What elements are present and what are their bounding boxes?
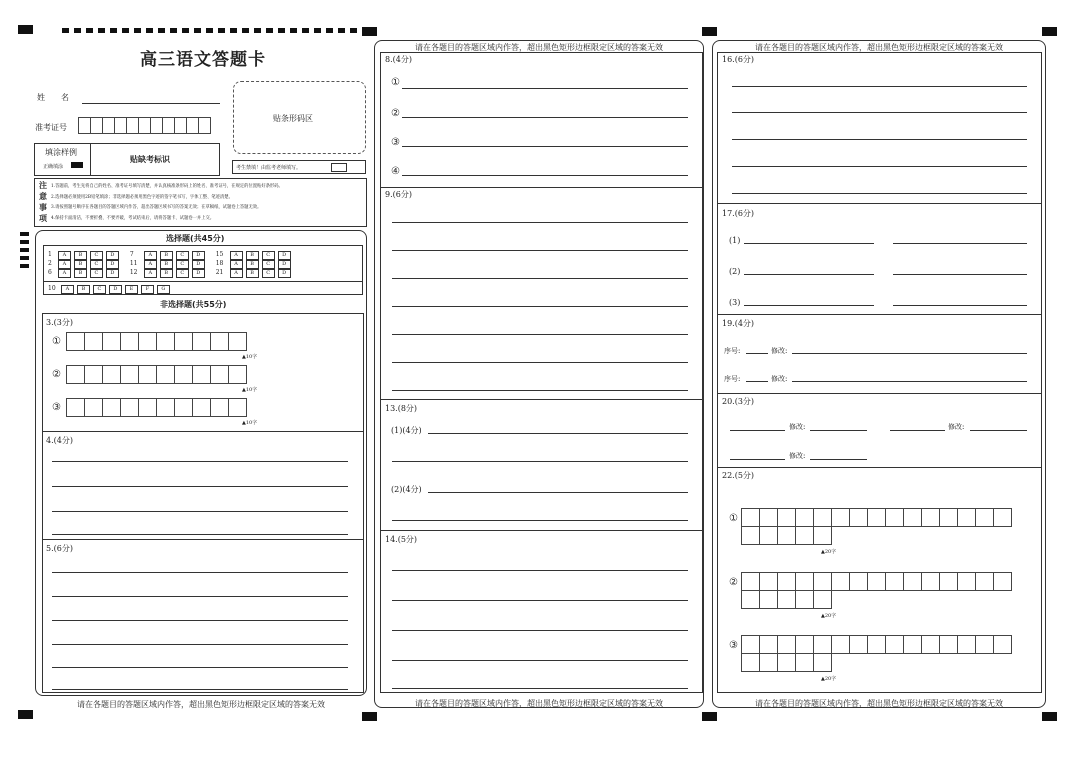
answer-line[interactable] bbox=[732, 139, 1027, 140]
answer-line[interactable] bbox=[744, 305, 874, 306]
q22-1-label: ① bbox=[729, 513, 738, 524]
answer-line[interactable] bbox=[52, 511, 348, 512]
footer-note: 请在各题目的答题区域内作答，超出黑色矩形边框限定区域的答案无效 bbox=[415, 699, 663, 708]
q8-4-label: ④ bbox=[391, 166, 400, 177]
registration-mark bbox=[362, 712, 377, 721]
q13-2-label: (2)(4分) bbox=[391, 485, 422, 494]
q17-box bbox=[717, 203, 1042, 315]
answer-line[interactable] bbox=[744, 243, 874, 244]
answer-line[interactable] bbox=[392, 222, 688, 223]
timing-mark bbox=[20, 248, 29, 252]
q16-box bbox=[717, 52, 1042, 204]
q17-label: 17.(6分) bbox=[722, 209, 755, 218]
q3-3-grid[interactable] bbox=[67, 398, 247, 417]
q22-2-grid[interactable] bbox=[742, 572, 1012, 591]
timing-mark bbox=[20, 232, 29, 236]
answer-line[interactable] bbox=[402, 117, 688, 118]
header-note: 请在各题目的答题区域内作答，超出黑色矩形边框限定区域的答案无效 bbox=[755, 43, 1003, 52]
answer-line[interactable] bbox=[402, 146, 688, 147]
fill-example-correct: 正确填涂 bbox=[43, 164, 64, 170]
answer-line[interactable] bbox=[392, 520, 688, 521]
answer-line[interactable] bbox=[744, 274, 874, 275]
q8-1-label: ① bbox=[391, 77, 400, 88]
choice-header: 选择题(共45分) bbox=[166, 234, 225, 243]
q22-2-grid-row2[interactable] bbox=[742, 590, 832, 609]
q8-label: 8.(4分) bbox=[385, 55, 412, 64]
q8-box bbox=[380, 52, 703, 188]
registration-mark bbox=[18, 25, 33, 34]
q3-2-grid[interactable] bbox=[67, 365, 247, 384]
choice-row[interactable]: 6 A B C D 12 A B C D 21 A B C D bbox=[48, 269, 294, 278]
q17-2-label: (2) bbox=[729, 267, 741, 276]
answer-line[interactable] bbox=[732, 193, 1027, 194]
q22-1-grid-row2[interactable] bbox=[742, 526, 832, 545]
registration-mark bbox=[702, 27, 717, 36]
q22-3-grid[interactable] bbox=[742, 635, 1012, 654]
notice-item: 1.答题前，考生先将自己的姓名、准考证号填写清楚，并认真核准条形码上的姓名、准考证号，在规定的位置贴好条形码。 bbox=[51, 184, 283, 189]
answer-line[interactable] bbox=[392, 390, 688, 391]
answer-line[interactable] bbox=[392, 278, 688, 279]
q22-3-grid-row2[interactable] bbox=[742, 653, 832, 672]
q3-2-label: ② bbox=[52, 369, 61, 380]
answer-line[interactable] bbox=[52, 486, 348, 487]
notice-item: 2.选择题必须使用2B铅笔填涂；非选择题必须用黑色字迹的签字笔书写，字体工整、笔迹清楚。 bbox=[51, 194, 233, 200]
modify-label: 修改: bbox=[771, 375, 788, 383]
fill-example-title: 填涂样例 bbox=[45, 148, 77, 157]
q22-2-label: ② bbox=[729, 577, 738, 588]
q13-1-label: (1)(4分) bbox=[391, 426, 422, 435]
name-label: 姓 名 bbox=[37, 93, 69, 102]
notice-item: 4.保持卡面清洁，不要折叠、不要弄破，考试结束后，请将答题卡、试题卷一并上交。 bbox=[51, 215, 215, 221]
q5-label: 5.(6分) bbox=[46, 544, 73, 553]
q22-1-grid[interactable] bbox=[742, 508, 1012, 527]
answer-line[interactable] bbox=[52, 667, 348, 668]
word-count: ▲20字 bbox=[821, 549, 837, 555]
answer-line[interactable] bbox=[52, 534, 348, 535]
registration-mark bbox=[362, 27, 377, 36]
modify-label: 修改: bbox=[789, 452, 806, 460]
exam-number-label: 准考证号 bbox=[35, 123, 67, 132]
answer-line[interactable] bbox=[732, 112, 1027, 113]
q22-3-label: ③ bbox=[729, 640, 738, 651]
answer-line[interactable] bbox=[392, 630, 688, 631]
q3-1-grid[interactable] bbox=[67, 332, 247, 351]
q9-box bbox=[380, 187, 703, 400]
q3-3-label: ③ bbox=[52, 402, 61, 413]
answer-line[interactable] bbox=[890, 430, 945, 431]
notice-items bbox=[51, 182, 363, 224]
answer-line[interactable] bbox=[392, 306, 688, 307]
answer-line[interactable] bbox=[52, 689, 348, 690]
page-title: 高三语文答题卡 bbox=[140, 50, 266, 70]
answer-line[interactable] bbox=[392, 250, 688, 251]
answer-line[interactable] bbox=[392, 688, 688, 689]
modify-field[interactable] bbox=[810, 430, 867, 431]
q3-1-label: ① bbox=[52, 336, 61, 347]
word-count: ▲10字 bbox=[242, 420, 258, 426]
answer-line[interactable] bbox=[52, 644, 348, 645]
answer-line[interactable] bbox=[893, 243, 1027, 244]
q4-label: 4.(4分) bbox=[46, 436, 73, 445]
q9-label: 9.(6分) bbox=[385, 190, 412, 199]
q8-2-label: ② bbox=[391, 108, 400, 119]
nonchoice-header: 非选择题(共55分) bbox=[160, 300, 227, 309]
registration-mark bbox=[1042, 712, 1057, 721]
absent-note: 考生禁填！由监考老师填写。 bbox=[236, 165, 302, 171]
modify-label: 修改: bbox=[771, 347, 788, 355]
registration-mark bbox=[1042, 27, 1057, 36]
modify-field[interactable] bbox=[810, 459, 867, 460]
q8-3-label: ③ bbox=[391, 137, 400, 148]
header-note: 请在各题目的答题区域内作答，超出黑色矩形边框限定区域的答案无效 bbox=[415, 43, 663, 52]
seq-field[interactable] bbox=[746, 381, 768, 382]
timing-strip bbox=[62, 28, 358, 33]
q20-label: 20.(3分) bbox=[722, 397, 755, 406]
modify-label: 修改: bbox=[789, 423, 806, 431]
answer-line[interactable] bbox=[730, 430, 785, 431]
answer-line[interactable] bbox=[52, 461, 348, 462]
name-field[interactable] bbox=[82, 103, 220, 104]
q19-label: 19.(4分) bbox=[722, 319, 755, 328]
footer-note: 请在各题目的答题区域内作答，超出黑色矩形边框限定区域的答案无效 bbox=[77, 700, 325, 709]
timing-mark bbox=[20, 264, 29, 268]
answer-line[interactable] bbox=[732, 86, 1027, 87]
absent-mark-label: 贴缺考标识 bbox=[130, 154, 170, 164]
answer-line[interactable] bbox=[392, 334, 688, 335]
q19-box bbox=[717, 314, 1042, 394]
q16-label: 16.(6分) bbox=[722, 55, 755, 64]
q14-box bbox=[380, 530, 703, 693]
answer-line[interactable] bbox=[392, 570, 688, 571]
answer-line[interactable] bbox=[392, 600, 688, 601]
answer-line[interactable] bbox=[428, 492, 688, 493]
q13-label: 13.(8分) bbox=[385, 404, 418, 413]
answer-line[interactable] bbox=[52, 596, 348, 597]
seq-label: 序号: bbox=[724, 347, 741, 355]
q14-label: 14.(5分) bbox=[385, 535, 418, 544]
registration-mark bbox=[702, 712, 717, 721]
answer-line[interactable] bbox=[428, 433, 688, 434]
modify-label: 修改: bbox=[948, 423, 965, 431]
notice-item: 3.请按照题号顺序在各题目的答题区域内作答，超出答题区域书写的答案无效；在草稿纸、试题卷上答题无效。 bbox=[51, 205, 262, 210]
timing-mark bbox=[20, 240, 29, 244]
answer-line[interactable] bbox=[392, 461, 688, 462]
q22-label: 22.(5分) bbox=[722, 471, 755, 480]
word-count: ▲20字 bbox=[821, 676, 837, 682]
q3-label: 3.(3分) bbox=[46, 318, 73, 327]
answer-line[interactable] bbox=[893, 305, 1027, 306]
q17-3-label: (3) bbox=[729, 298, 741, 307]
barcode-area-label: 贴条形码区 bbox=[273, 114, 313, 123]
seq-field[interactable] bbox=[746, 353, 768, 354]
choice-row-q10[interactable]: 10 A B C D E F G bbox=[48, 285, 173, 294]
answer-line[interactable] bbox=[402, 88, 688, 89]
q13-box bbox=[380, 399, 703, 531]
timing-mark bbox=[20, 256, 29, 260]
modify-field[interactable] bbox=[792, 381, 1027, 382]
registration-mark bbox=[18, 710, 33, 719]
answer-line[interactable] bbox=[52, 572, 348, 573]
choice-row[interactable]: 1 A B C D 7 A B C D 15 A B C D bbox=[48, 251, 294, 260]
word-count: ▲20字 bbox=[821, 613, 837, 619]
exam-number-boxes[interactable] bbox=[79, 117, 211, 134]
word-count: ▲10字 bbox=[242, 354, 258, 360]
filled-sample bbox=[71, 162, 83, 168]
answer-line[interactable] bbox=[732, 166, 1027, 167]
footer-note: 请在各题目的答题区域内作答，超出黑色矩形边框限定区域的答案无效 bbox=[755, 699, 1003, 708]
q17-1-label: (1) bbox=[729, 236, 741, 245]
modify-field[interactable] bbox=[792, 353, 1027, 354]
q5-box bbox=[42, 539, 364, 693]
modify-field[interactable] bbox=[970, 430, 1027, 431]
answer-line[interactable] bbox=[730, 459, 785, 460]
choice-row[interactable]: 2 A B C D 11 A B C D 18 A B C D bbox=[48, 260, 294, 269]
answer-line[interactable] bbox=[392, 660, 688, 661]
answer-line[interactable] bbox=[52, 620, 348, 621]
notice-heading: 注 意 事 项 bbox=[39, 180, 47, 223]
answer-line[interactable] bbox=[893, 274, 1027, 275]
word-count: ▲10字 bbox=[242, 387, 258, 393]
answer-line[interactable] bbox=[402, 175, 688, 176]
seq-label: 序号: bbox=[724, 375, 741, 383]
answer-line[interactable] bbox=[392, 362, 688, 363]
absent-checkbox[interactable] bbox=[331, 163, 347, 172]
